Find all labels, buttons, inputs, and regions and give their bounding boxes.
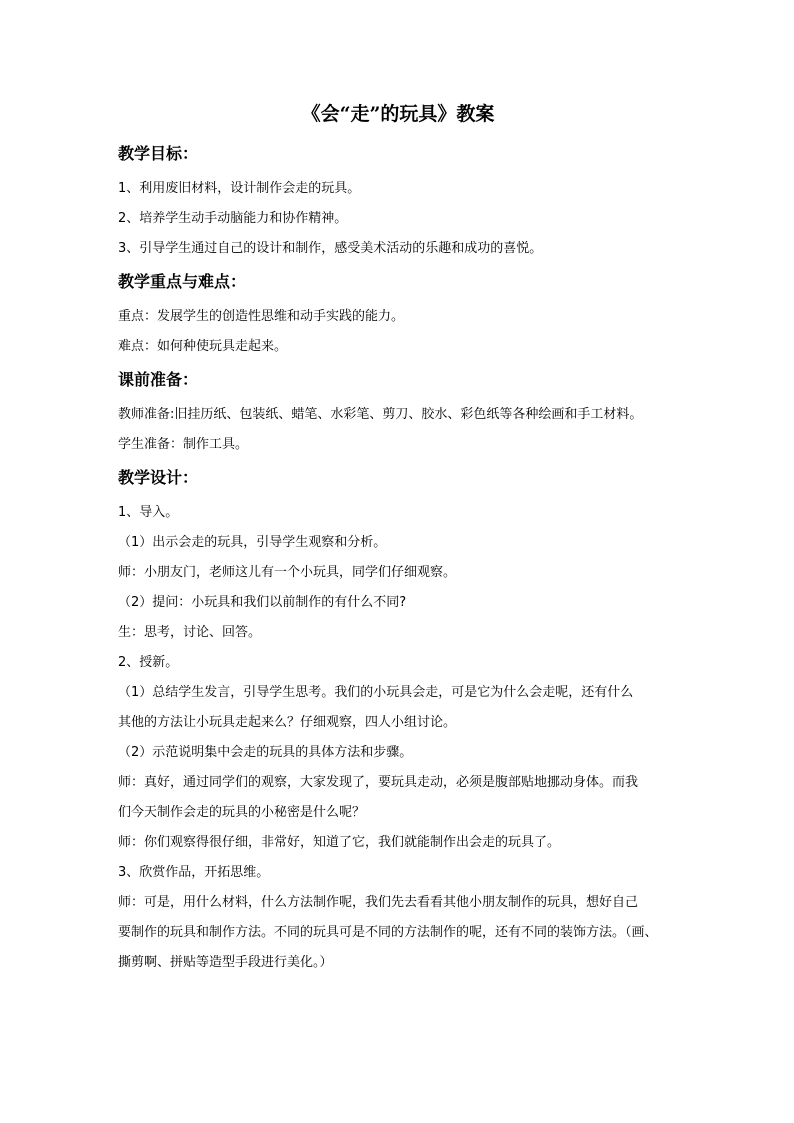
section-heading: 教学目标： <box>118 144 199 163</box>
section-heading: 教学重点与难点： <box>118 272 247 291</box>
section-teaching-goals <box>118 142 678 264</box>
paragraph: 学生准备：制作工具。 <box>118 437 249 452</box>
section-heading: 教学设计： <box>118 468 199 487</box>
section-heading: 课前准备： <box>118 370 199 389</box>
section-preparation <box>118 368 678 460</box>
paragraph: 重点：发展学生的创造性思维和动手实践的能力。 <box>118 309 405 324</box>
paragraph: 师：真好，通过同学们的观察，大家发现了，要玩具走动，必须是腹部贴地挪动身体。而我 <box>118 775 639 790</box>
paragraph: 们今天制作会走的玩具的小秘密是什么呢？ <box>118 805 366 820</box>
paragraph: （1）出示会走的玩具，引导学生观察和分析。 <box>118 535 387 550</box>
paragraph: 师：你们观察得很仔细，非常好，知道了它，我们就能制作出会走的玩具了。 <box>118 835 561 850</box>
paragraph: 师：可是，用什么材料，什么方法制作呢，我们先去看看其他小朋友制作的玩具，想好自己 <box>118 895 639 910</box>
document-page <box>118 100 678 978</box>
paragraph: 2、授新。 <box>118 655 179 670</box>
paragraph: 1、导入。 <box>118 505 179 520</box>
paragraph: 生：思考，讨论、回答。 <box>118 625 262 640</box>
paragraph: 其他的方法让小玩具走起来么？仔细观察，四人小组讨论。 <box>118 715 457 730</box>
section-teaching-design <box>118 466 678 978</box>
paragraph: 要制作的玩具和制作方法。不同的玩具可是不同的方法制作的呢，还有不同的装饰方法。（画、 <box>118 925 658 940</box>
paragraph: 2、培养学生动手动脑能力和协作精神。 <box>118 211 348 226</box>
paragraph: 师：小朋友门，老师这儿有一个小玩具，同学们仔细观察。 <box>118 565 457 580</box>
section-key-points <box>118 270 678 362</box>
paragraph: 撕剪啊、拼贴等造型手段进行美化。） <box>118 955 333 970</box>
paragraph: 1、利用废旧材料，设计制作会走的玩具。 <box>118 181 361 196</box>
paragraph: 教师准备:旧挂历纸、包装纸、蜡笔、水彩笔、剪刀、胶水、彩色纸等各种绘画和手工材料。 <box>118 407 643 422</box>
paragraph: （2）示范说明集中会走的玩具的具体方法和步骤。 <box>118 745 413 760</box>
paragraph: 难点：如何种使玩具走起来。 <box>118 339 288 354</box>
document-title: 《会“走”的玩具》教案 <box>301 103 495 125</box>
paragraph: 3、欣赏作品，开拓思维。 <box>118 865 270 880</box>
paragraph: （1）总结学生发言，引导学生思考。我们的小玩具会走，可是它为什么会走呢，还有什么 <box>118 685 634 700</box>
paragraph: 3、引导学生通过自己的设计和制作，感受美术活动的乐趣和成功的喜悦。 <box>118 241 543 256</box>
paragraph: （2）提问：小玩具和我们以前制作的有什么不同? <box>118 595 407 610</box>
